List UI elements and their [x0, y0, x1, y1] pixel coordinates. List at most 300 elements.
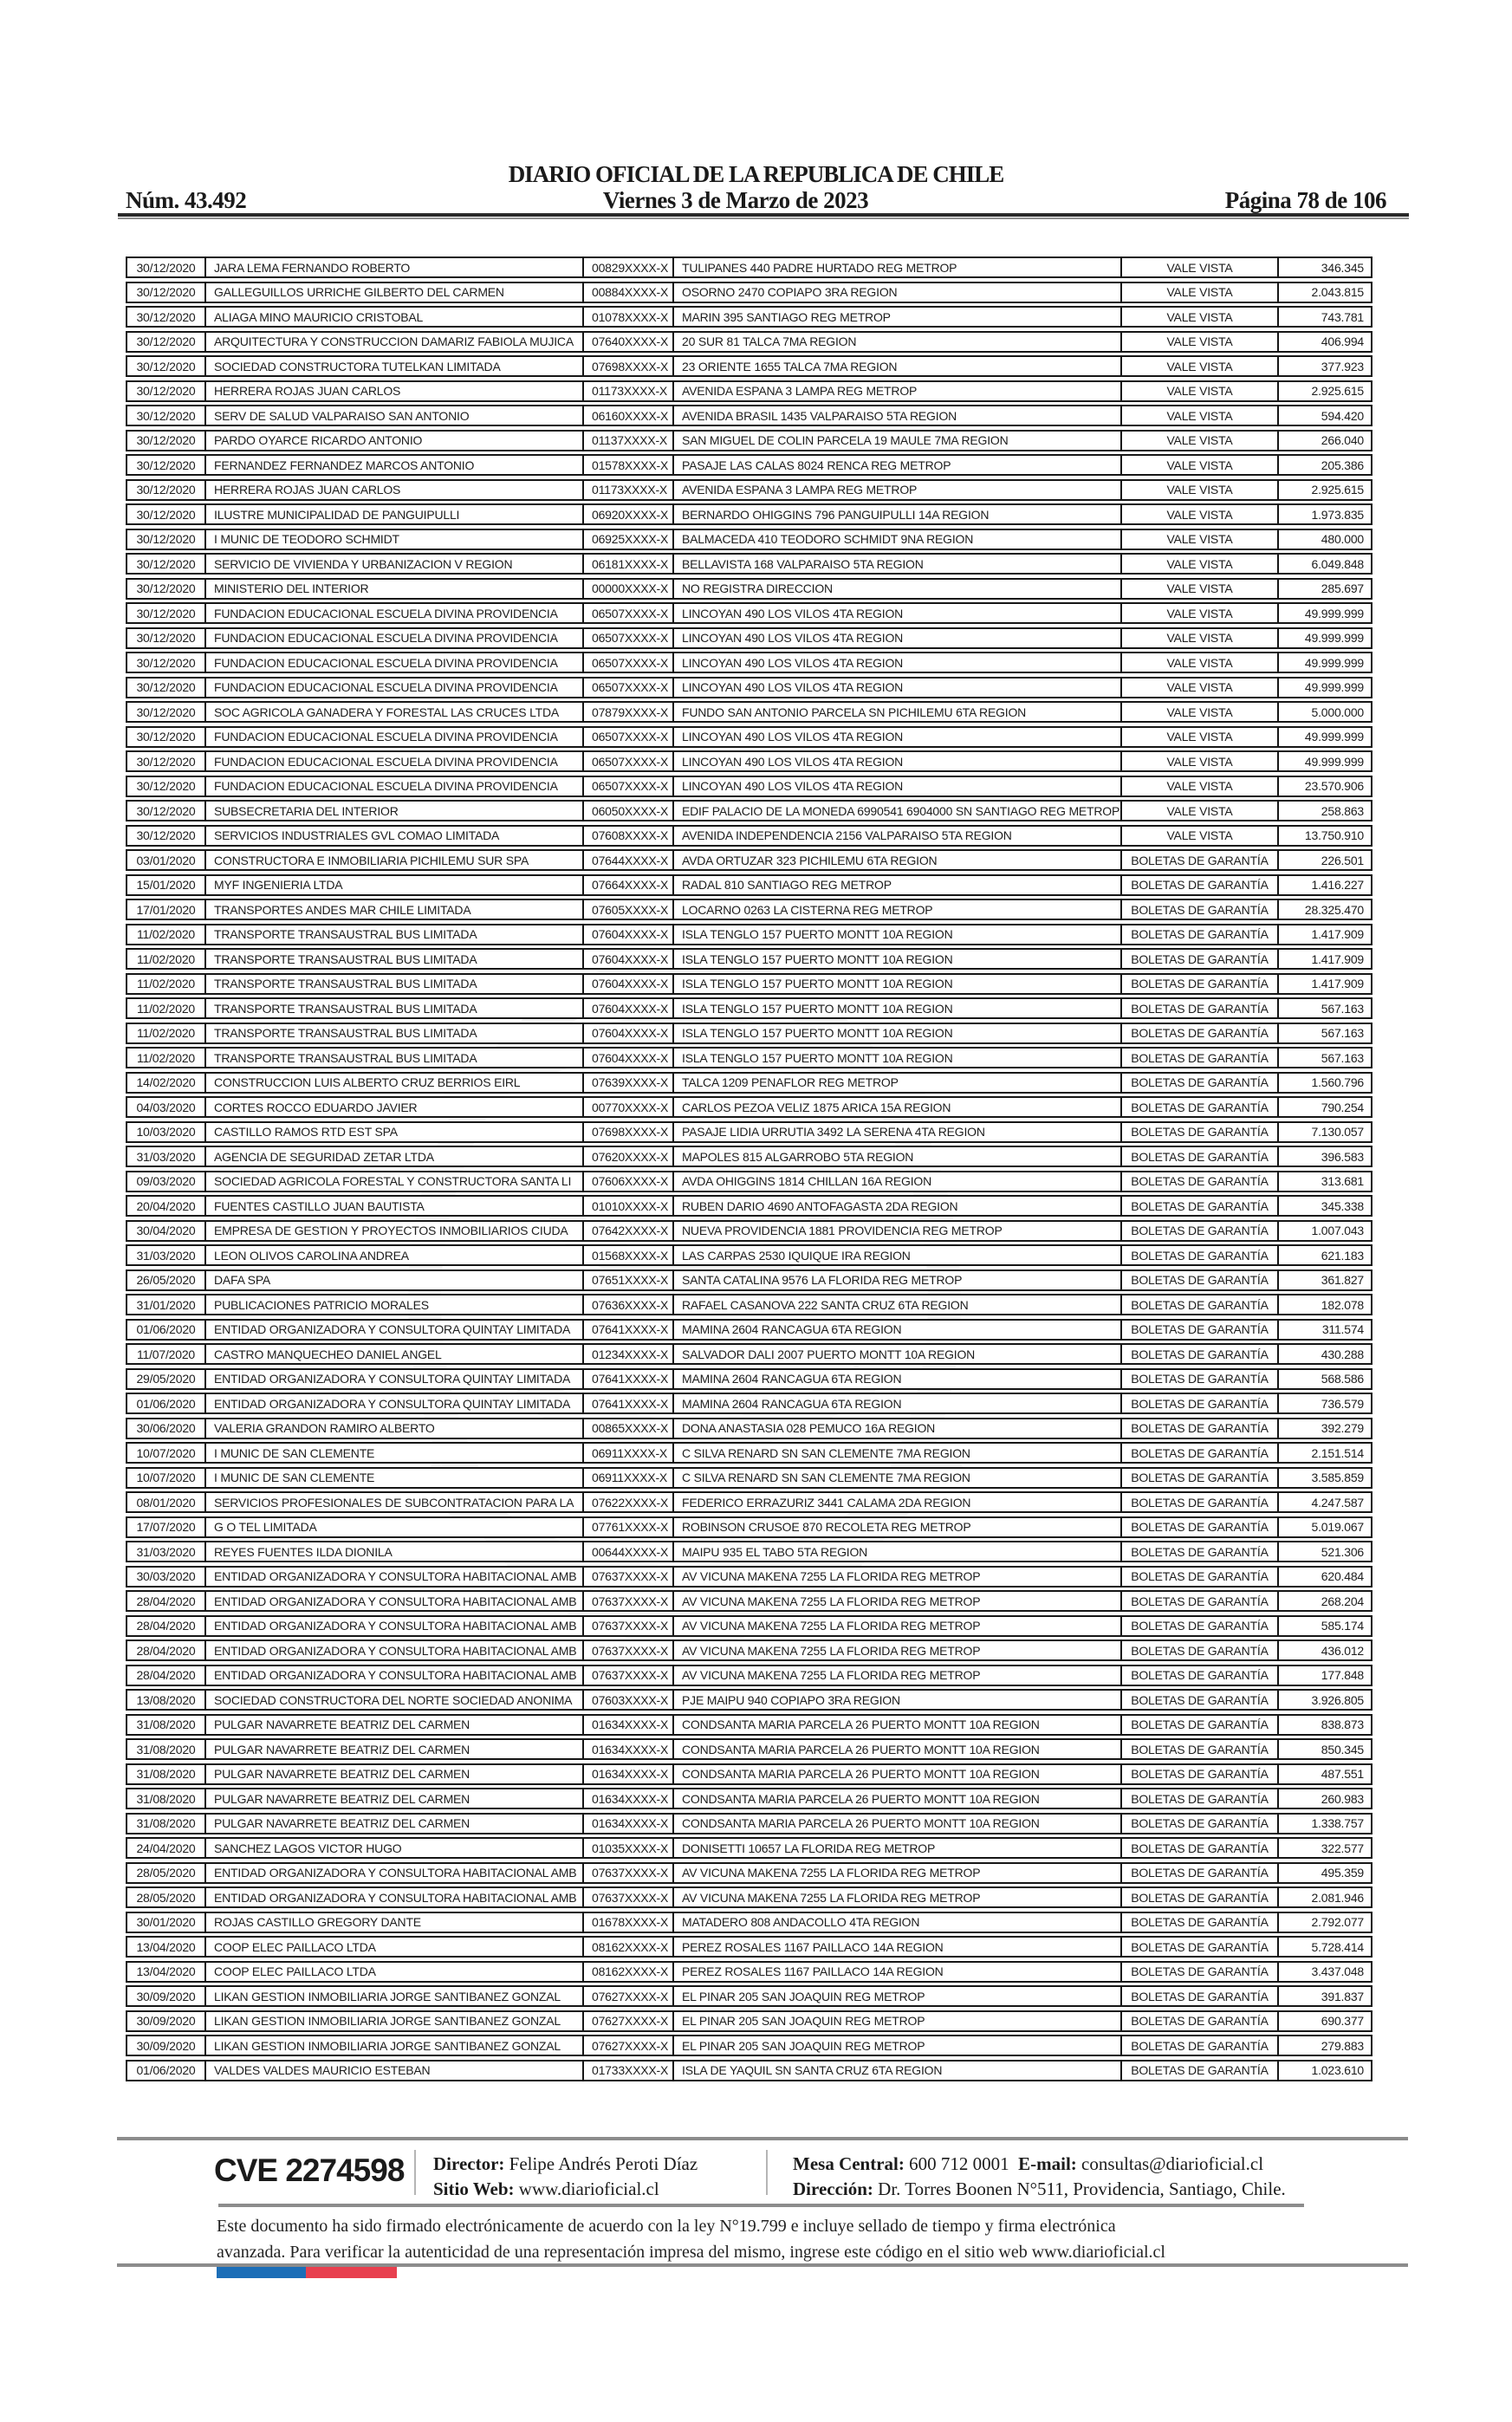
direccion-label: Dirección: — [793, 2179, 873, 2199]
legal-line-2: avanzada. Para verificar la autenticidad de una representación impresa del mismo, ingrese este código en el sitio web www.diarioficial.cl — [217, 2243, 1165, 2262]
cell-amount: 620.484 — [1321, 1569, 1364, 1583]
cell-rut: 01634XXXX-X — [584, 1789, 674, 1808]
cell-name: ENTIDAD ORGANIZADORA Y CONSULTORA HABITACIONAL AMB — [206, 1666, 584, 1685]
cell-name: PULGAR NAVARRETE BEATRIZ DEL CARMEN — [206, 1815, 584, 1833]
cell-document_type: BOLETAS DE GARANTÍA — [1122, 1592, 1279, 1610]
director-line — [433, 2152, 698, 2177]
cell-date: 31/03/2020 — [127, 1246, 206, 1264]
cell-rut: 07698XXXX-X — [584, 1123, 674, 1141]
cell-document_type: VALE VISTA — [1122, 703, 1279, 721]
cell-address: ISLA TENGLO 157 PUERTO MONTT 10A REGION — [674, 1049, 1122, 1067]
cell-name: ENTIDAD ORGANIZADORA Y CONSULTORA HABITACIONAL AMB — [206, 1592, 584, 1610]
cell-date: 30/06/2020 — [127, 1419, 206, 1438]
cell-name: FUENTES CASTILLO JUAN BAUTISTA — [206, 1197, 584, 1215]
email-value: consultas@diarioficial.cl — [1081, 2153, 1264, 2174]
cell-date: 11/02/2020 — [127, 950, 206, 968]
cell-document_type: VALE VISTA — [1122, 456, 1279, 474]
cell-rut: 07603XXXX-X — [584, 1691, 674, 1709]
cell-amount: 690.377 — [1321, 2014, 1364, 2028]
cell-date: 31/03/2020 — [127, 1542, 206, 1561]
cell-rut: 01173XXXX-X — [584, 481, 674, 499]
cell-rut: 07608XXXX-X — [584, 827, 674, 845]
table-row — [126, 1244, 1372, 1266]
cell-document_type: BOLETAS DE GARANTÍA — [1122, 1172, 1279, 1191]
cell-address: RUBEN DARIO 4690 ANTOFAGASTA 2DA REGION — [674, 1197, 1122, 1215]
cell-amount: 5.000.000 — [1311, 705, 1364, 719]
cell-name: PULGAR NAVARRETE BEATRIZ DEL CARMEN — [206, 1765, 584, 1783]
cell-address: OSORNO 2470 COPIAPO 3RA REGION — [674, 283, 1122, 302]
cell-date: 14/02/2020 — [127, 1074, 206, 1092]
table-row — [126, 1368, 1372, 1390]
cell-rut: 06507XXXX-X — [584, 679, 674, 697]
table-row — [126, 1171, 1372, 1192]
cell-date: 11/07/2020 — [127, 1345, 206, 1363]
cve-code: CVE 2274598 — [214, 2153, 405, 2188]
cell-document_type: BOLETAS DE GARANTÍA — [1122, 1963, 1279, 1981]
cell-document_type: VALE VISTA — [1122, 827, 1279, 845]
cell-address: BELLAVISTA 168 VALPARAISO 5TA REGION — [674, 555, 1122, 573]
cell-address: LINCOYAN 490 LOS VILOS 4TA REGION — [674, 728, 1122, 746]
cell-name: HERRERA ROJAS JUAN CARLOS — [206, 382, 584, 400]
cell-amount: 743.781 — [1321, 309, 1364, 324]
cell-amount: 49.999.999 — [1304, 754, 1364, 769]
cell-name: TRANSPORTE TRANSAUSTRAL BUS LIMITADA — [206, 975, 584, 993]
table-row — [126, 1788, 1372, 1809]
table-row — [126, 924, 1372, 945]
cell-date: 30/12/2020 — [127, 802, 206, 820]
table-row — [126, 1319, 1372, 1341]
cell-name: ENTIDAD ORGANIZADORA Y CONSULTORA QUINTAY LIMITADA — [206, 1370, 584, 1388]
cell-document_type: VALE VISTA — [1122, 580, 1279, 598]
cell-rut: 01137XXXX-X — [584, 432, 674, 450]
cell-amount: 49.999.999 — [1304, 655, 1364, 670]
cell-document_type: BOLETAS DE GARANTÍA — [1122, 1197, 1279, 1215]
cell-date: 01/06/2020 — [127, 1321, 206, 1339]
cell-rut: 07604XXXX-X — [584, 925, 674, 944]
cell-amount: 311.574 — [1321, 1322, 1364, 1336]
cell-rut: 06507XXXX-X — [584, 653, 674, 672]
cell-amount: 736.579 — [1321, 1396, 1364, 1411]
cell-rut: 08162XXXX-X — [584, 1938, 674, 1956]
cell-amount: 49.999.999 — [1304, 606, 1364, 620]
cell-amount: 377.923 — [1321, 359, 1364, 373]
table-row — [126, 355, 1372, 377]
cell-name: REYES FUENTES ILDA DIONILA — [206, 1542, 584, 1561]
cell-rut: 07644XXXX-X — [584, 851, 674, 869]
cell-address: C SILVA RENARD SN SAN CLEMENTE 7MA REGION — [674, 1444, 1122, 1462]
table-row — [126, 899, 1372, 920]
mesa-central-value: 600 712 0001 — [909, 2153, 1009, 2174]
cell-amount: 285.697 — [1321, 581, 1364, 595]
cell-document_type: VALE VISTA — [1122, 481, 1279, 499]
cell-amount: 3.585.859 — [1311, 1471, 1364, 1484]
cell-name: ENTIDAD ORGANIZADORA Y CONSULTORA HABITACIONAL AMB — [206, 1864, 584, 1882]
cell-date: 13/04/2020 — [127, 1938, 206, 1956]
cell-address: CONDSANTA MARIA PARCELA 26 PUERTO MONTT 10A REGION — [674, 1716, 1122, 1734]
cell-name: SERV DE SALUD VALPARAISO SAN ANTONIO — [206, 406, 584, 425]
cell-rut: 07879XXXX-X — [584, 703, 674, 721]
cell-address: AVENIDA INDEPENDENCIA 2156 VALPARAISO 5TA REGION — [674, 827, 1122, 845]
cell-rut: 06920XXXX-X — [584, 505, 674, 523]
sitio-label: Sitio Web: — [433, 2179, 515, 2199]
cell-address: AV VICUNA MAKENA 7255 LA FLORIDA REG METROP — [674, 1666, 1122, 1685]
cell-rut: 07627XXXX-X — [584, 2036, 674, 2055]
cell-date: 11/02/2020 — [127, 1049, 206, 1067]
cell-rut: 00829XXXX-X — [584, 258, 674, 276]
cell-rut: 07637XXXX-X — [584, 1888, 674, 1906]
cell-name: ENTIDAD ORGANIZADORA Y CONSULTORA QUINTAY LIMITADA — [206, 1394, 584, 1412]
cell-rut: 06911XXXX-X — [584, 1469, 674, 1487]
cell-document_type: VALE VISTA — [1122, 333, 1279, 351]
cell-amount: 790.254 — [1321, 1100, 1364, 1114]
footer-rule-top — [117, 2137, 1408, 2140]
cell-amount: 850.345 — [1321, 1742, 1364, 1756]
cell-address: PEREZ ROSALES 1167 PAILLACO 14A REGION — [674, 1963, 1122, 1981]
cell-document_type: BOLETAS DE GARANTÍA — [1122, 851, 1279, 869]
cell-amount: 1.416.227 — [1311, 878, 1364, 892]
cell-amount: 392.279 — [1321, 1421, 1364, 1435]
header-meta-row — [126, 187, 1386, 214]
table-row — [126, 1343, 1372, 1365]
cell-rut: 07637XXXX-X — [584, 1617, 674, 1635]
footer-director-block — [433, 2152, 698, 2202]
cell-amount: 13.750.910 — [1304, 828, 1364, 842]
cell-rut: 01578XXXX-X — [584, 456, 674, 474]
cell-address: ISLA TENGLO 157 PUERTO MONTT 10A REGION — [674, 925, 1122, 944]
cell-address: CONDSANTA MARIA PARCELA 26 PUERTO MONTT 10A REGION — [674, 1789, 1122, 1808]
cell-document_type: VALE VISTA — [1122, 382, 1279, 400]
cell-date: 30/12/2020 — [127, 580, 206, 598]
cell-address: FUNDO SAN ANTONIO PARCELA SN PICHILEMU 6TA REGION — [674, 703, 1122, 721]
cell-address: AVENIDA ESPANA 3 LAMPA REG METROP — [674, 382, 1122, 400]
cell-address: NUEVA PROVIDENCIA 1881 PROVIDENCIA REG METROP — [674, 1222, 1122, 1240]
cell-address: ISLA TENGLO 157 PUERTO MONTT 10A REGION — [674, 975, 1122, 993]
cell-address: BALMACEDA 410 TEODORO SCHMIDT 9NA REGION — [674, 530, 1122, 549]
cell-rut: 01634XXXX-X — [584, 1765, 674, 1783]
cell-date: 30/12/2020 — [127, 679, 206, 697]
cell-name: PULGAR NAVARRETE BEATRIZ DEL CARMEN — [206, 1740, 584, 1758]
table-row — [126, 776, 1372, 797]
cell-document_type: BOLETAS DE GARANTÍA — [1122, 1147, 1279, 1166]
cell-name: ARQUITECTURA Y CONSTRUCCION DAMARIZ FABIOLA MUJICA — [206, 333, 584, 351]
cell-name: CASTILLO RAMOS RTD EST SPA — [206, 1123, 584, 1141]
cell-rut: 01078XXXX-X — [584, 308, 674, 326]
cell-rut: 01634XXXX-X — [584, 1716, 674, 1734]
cell-document_type: BOLETAS DE GARANTÍA — [1122, 1568, 1279, 1586]
cell-address: 23 ORIENTE 1655 TALCA 7MA REGION — [674, 357, 1122, 375]
table-row — [126, 973, 1372, 995]
cell-date: 30/12/2020 — [127, 629, 206, 647]
cell-name: FUNDACION EDUCACIONAL ESCUELA DIVINA PROVIDENCIA — [206, 604, 584, 622]
cell-amount: 495.359 — [1321, 1866, 1364, 1880]
cell-date: 30/12/2020 — [127, 432, 206, 450]
cell-date: 31/08/2020 — [127, 1716, 206, 1734]
cell-amount: 2.925.615 — [1311, 483, 1364, 497]
footer-rule-middle — [218, 2204, 1304, 2207]
cell-amount: 3.437.048 — [1311, 1964, 1364, 1978]
cell-rut: 07637XXXX-X — [584, 1592, 674, 1610]
cell-amount: 567.163 — [1321, 1001, 1364, 1016]
cell-rut: 01035XXXX-X — [584, 1839, 674, 1857]
cell-name: VALDES VALDES MAURICIO ESTEBAN — [206, 2062, 584, 2080]
cell-address: ISLA TENGLO 157 PUERTO MONTT 10A REGION — [674, 1024, 1122, 1042]
cell-name: ROJAS CASTILLO GREGORY DANTE — [206, 1913, 584, 1932]
cell-rut: 07641XXXX-X — [584, 1394, 674, 1412]
cell-amount: 621.183 — [1321, 1248, 1364, 1263]
cell-date: 13/08/2020 — [127, 1691, 206, 1709]
cell-date: 11/02/2020 — [127, 999, 206, 1017]
cell-name: DAFA SPA — [206, 1271, 584, 1289]
cell-address: SALVADOR DALI 2007 PUERTO MONTT 10A REGION — [674, 1345, 1122, 1363]
cell-amount: 266.040 — [1321, 433, 1364, 447]
cell-date: 11/02/2020 — [127, 975, 206, 993]
cell-amount: 396.583 — [1321, 1149, 1364, 1164]
cell-rut: 01234XXXX-X — [584, 1345, 674, 1363]
cell-name: LIKAN GESTION INMOBILIARIA JORGE SANTIBANEZ GONZAL — [206, 2012, 584, 2030]
cell-name: AGENCIA DE SEGURIDAD ZETAR LTDA — [206, 1147, 584, 1166]
cell-date: 30/12/2020 — [127, 703, 206, 721]
table-row — [126, 997, 1372, 1019]
cell-rut: 00884XXXX-X — [584, 283, 674, 302]
cell-document_type: BOLETAS DE GARANTÍA — [1122, 1271, 1279, 1289]
cell-amount: 521.306 — [1321, 1544, 1364, 1559]
cell-address: AV VICUNA MAKENA 7255 LA FLORIDA REG METROP — [674, 1592, 1122, 1610]
cell-document_type: BOLETAS DE GARANTÍA — [1122, 1049, 1279, 1067]
cell-name: LIKAN GESTION INMOBILIARIA JORGE SANTIBANEZ GONZAL — [206, 2036, 584, 2055]
cell-document_type: BOLETAS DE GARANTÍA — [1122, 1839, 1279, 1857]
cell-date: 17/07/2020 — [127, 1518, 206, 1536]
cell-name: CONSTRUCCION LUIS ALBERTO CRUZ BERRIOS EIRL — [206, 1074, 584, 1092]
cell-rut: 07604XXXX-X — [584, 950, 674, 968]
cell-amount: 49.999.999 — [1304, 631, 1364, 645]
table-row — [126, 1936, 1372, 1958]
table-row — [126, 726, 1372, 748]
cell-date: 30/09/2020 — [127, 2036, 206, 2055]
cell-name: ILUSTRE MUNICIPALIDAD DE PANGUIPULLI — [206, 505, 584, 523]
cell-name: SUBSECRETARIA DEL INTERIOR — [206, 802, 584, 820]
cell-name: TRANSPORTE TRANSAUSTRAL BUS LIMITADA — [206, 1024, 584, 1042]
cell-name: SERVICIO DE VIVIENDA Y URBANIZACION V REGION — [206, 555, 584, 573]
cell-address: LINCOYAN 490 LOS VILOS 4TA REGION — [674, 653, 1122, 672]
cell-name: LIKAN GESTION INMOBILIARIA JORGE SANTIBANEZ GONZAL — [206, 1987, 584, 2005]
cell-document_type: BOLETAS DE GARANTÍA — [1122, 2012, 1279, 2030]
edition-date: Viernes 3 de Marzo de 2023 — [602, 187, 869, 213]
table-row — [126, 306, 1372, 328]
cell-rut: 00865XXXX-X — [584, 1419, 674, 1438]
table-row — [126, 2060, 1372, 2081]
cell-amount: 436.012 — [1321, 1643, 1364, 1658]
cell-name: GALLEGUILLOS URRICHE GILBERTO DEL CARMEN — [206, 283, 584, 302]
cell-name: SERVICIOS PROFESIONALES DE SUBCONTRATACION PARA LA — [206, 1493, 584, 1511]
cell-date: 17/01/2020 — [127, 900, 206, 919]
director-value: Felipe Andrés Peroti Díaz — [509, 2153, 698, 2174]
direccion-line — [793, 2177, 1286, 2202]
table-row — [126, 1023, 1372, 1044]
cell-address: ROBINSON CRUSOE 870 RECOLETA REG METROP — [674, 1518, 1122, 1536]
cell-document_type: BOLETAS DE GARANTÍA — [1122, 1740, 1279, 1758]
cell-date: 30/04/2020 — [127, 1222, 206, 1240]
cell-document_type: VALE VISTA — [1122, 283, 1279, 302]
cell-address: C SILVA RENARD SN SAN CLEMENTE 7MA REGION — [674, 1469, 1122, 1487]
cell-address: DONA ANASTASIA 028 PEMUCO 16A REGION — [674, 1419, 1122, 1438]
cell-date: 31/08/2020 — [127, 1765, 206, 1783]
cell-date: 28/04/2020 — [127, 1592, 206, 1610]
cell-address: AVDA OHIGGINS 1814 CHILLAN 16A REGION — [674, 1172, 1122, 1191]
cell-rut: 07639XXXX-X — [584, 1074, 674, 1092]
cell-rut: 06507XXXX-X — [584, 629, 674, 647]
cell-date: 09/03/2020 — [127, 1172, 206, 1191]
table-row — [126, 1269, 1372, 1291]
cell-name: PULGAR NAVARRETE BEATRIZ DEL CARMEN — [206, 1716, 584, 1734]
table-row — [126, 282, 1372, 303]
cell-address: PJE MAIPU 940 COPIAPO 3RA REGION — [674, 1691, 1122, 1709]
cell-amount: 568.586 — [1321, 1372, 1364, 1386]
cell-amount: 7.130.057 — [1311, 1125, 1364, 1139]
cell-rut: 07604XXXX-X — [584, 975, 674, 993]
cell-amount: 1.338.757 — [1311, 1816, 1364, 1830]
table-row — [126, 825, 1372, 847]
cell-address: TALCA 1209 PENAFLOR REG METROP — [674, 1074, 1122, 1092]
cell-document_type: BOLETAS DE GARANTÍA — [1122, 1888, 1279, 1906]
cell-date: 30/12/2020 — [127, 357, 206, 375]
cell-name: G O TEL LIMITADA — [206, 1518, 584, 1536]
cell-document_type: VALE VISTA — [1122, 505, 1279, 523]
cell-name: VALERIA GRANDON RAMIRO ALBERTO — [206, 1419, 584, 1438]
table-row — [126, 1121, 1372, 1143]
cell-rut: 06050XXXX-X — [584, 802, 674, 820]
cell-address: LAS CARPAS 2530 IQUIQUE IRA REGION — [674, 1246, 1122, 1264]
cell-date: 30/12/2020 — [127, 258, 206, 276]
table-row — [126, 1072, 1372, 1094]
cell-amount: 313.681 — [1321, 1174, 1364, 1188]
cell-rut: 07622XXXX-X — [584, 1493, 674, 1511]
table-row — [126, 800, 1372, 821]
table-row — [126, 1590, 1372, 1612]
cell-document_type: BOLETAS DE GARANTÍA — [1122, 1444, 1279, 1462]
cell-address: PASAJE LAS CALAS 8024 RENCA REG METROP — [674, 456, 1122, 474]
sitio-value: www.diarioficial.cl — [518, 2179, 659, 2199]
table-row — [126, 1442, 1372, 1464]
cell-date: 30/12/2020 — [127, 827, 206, 845]
table-row — [126, 553, 1372, 575]
table-row — [126, 380, 1372, 402]
cell-rut: 07627XXXX-X — [584, 2012, 674, 2030]
table-row — [126, 1220, 1372, 1242]
page-number: Página 78 de 106 — [1224, 187, 1386, 213]
cell-date: 11/02/2020 — [127, 925, 206, 944]
cell-document_type: BOLETAS DE GARANTÍA — [1122, 1765, 1279, 1783]
cell-address: SANTA CATALINA 9576 LA FLORIDA REG METROP — [674, 1271, 1122, 1289]
table-row — [126, 1813, 1372, 1834]
cell-address: PASAJE LIDIA URRUTIA 3492 LA SERENA 4TA REGION — [674, 1123, 1122, 1141]
cell-document_type: BOLETAS DE GARANTÍA — [1122, 900, 1279, 919]
email-label: E-mail: — [1018, 2153, 1077, 2174]
cell-date: 31/08/2020 — [127, 1789, 206, 1808]
page-title: DIARIO OFICIAL DE LA REPUBLICA DE CHILE — [508, 161, 1004, 187]
cell-document_type: BOLETAS DE GARANTÍA — [1122, 1789, 1279, 1808]
cell-address: TULIPANES 440 PADRE HURTADO REG METROP — [674, 258, 1122, 276]
cell-date: 30/09/2020 — [127, 1987, 206, 2005]
cell-name: TRANSPORTE TRANSAUSTRAL BUS LIMITADA — [206, 1049, 584, 1067]
cell-document_type: BOLETAS DE GARANTÍA — [1122, 1074, 1279, 1092]
cell-rut: 06507XXXX-X — [584, 752, 674, 770]
cell-name: MINISTERIO DEL INTERIOR — [206, 580, 584, 598]
cell-name: FUNDACION EDUCACIONAL ESCUELA DIVINA PROVIDENCIA — [206, 679, 584, 697]
cell-amount: 480.000 — [1321, 532, 1364, 546]
cell-document_type: BOLETAS DE GARANTÍA — [1122, 876, 1279, 894]
cell-address: EL PINAR 205 SAN JOAQUIN REG METROP — [674, 2036, 1122, 2055]
legal-notice — [217, 2213, 1300, 2265]
cell-date: 30/12/2020 — [127, 283, 206, 302]
table-row — [126, 2010, 1372, 2032]
director-label: Director: — [433, 2153, 505, 2174]
cell-name: I MUNIC DE SAN CLEMENTE — [206, 1444, 584, 1462]
cell-rut: 07605XXXX-X — [584, 900, 674, 919]
table-row — [126, 529, 1372, 550]
table-row — [126, 874, 1372, 896]
cell-address: EL PINAR 205 SAN JOAQUIN REG METROP — [674, 2012, 1122, 2030]
cell-name: TRANSPORTE TRANSAUSTRAL BUS LIMITADA — [206, 925, 584, 944]
cell-rut: 07637XXXX-X — [584, 1666, 674, 1685]
cell-address: AVENIDA ESPANA 3 LAMPA REG METROP — [674, 481, 1122, 499]
cell-name: JARA LEMA FERNANDO ROBERTO — [206, 258, 584, 276]
cell-amount: 23.570.906 — [1304, 779, 1364, 793]
table-row — [126, 1763, 1372, 1785]
cell-rut: 00770XXXX-X — [584, 1098, 674, 1116]
cell-date: 24/04/2020 — [127, 1839, 206, 1857]
cell-document_type: BOLETAS DE GARANTÍA — [1122, 1666, 1279, 1685]
table-row — [126, 1665, 1372, 1686]
cell-name: FUNDACION EDUCACIONAL ESCUELA DIVINA PROVIDENCIA — [206, 728, 584, 746]
cell-rut: 07698XXXX-X — [584, 357, 674, 375]
cell-amount: 322.577 — [1321, 1841, 1364, 1855]
cell-rut: 07637XXXX-X — [584, 1864, 674, 1882]
cell-date: 28/05/2020 — [127, 1864, 206, 1882]
table-row — [126, 948, 1372, 970]
cell-document_type: BOLETAS DE GARANTÍA — [1122, 1493, 1279, 1511]
cell-document_type: BOLETAS DE GARANTÍA — [1122, 1370, 1279, 1388]
cell-date: 20/04/2020 — [127, 1197, 206, 1215]
cell-address: FEDERICO ERRAZURIZ 3441 CALAMA 2DA REGION — [674, 1493, 1122, 1511]
table-row — [126, 1961, 1372, 1983]
cell-document_type: BOLETAS DE GARANTÍA — [1122, 1295, 1279, 1314]
cell-rut: 07641XXXX-X — [584, 1370, 674, 1388]
table-row — [126, 503, 1372, 525]
cell-address: MAMINA 2604 RANCAGUA 6TA REGION — [674, 1370, 1122, 1388]
cell-date: 28/05/2020 — [127, 1888, 206, 1906]
table-row — [126, 2035, 1372, 2056]
cell-amount: 594.420 — [1321, 408, 1364, 423]
cell-address: LINCOYAN 490 LOS VILOS 4TA REGION — [674, 604, 1122, 622]
cell-rut: 07637XXXX-X — [584, 1641, 674, 1659]
table-row — [126, 1047, 1372, 1068]
cell-date: 30/12/2020 — [127, 406, 206, 425]
cell-amount: 2.792.077 — [1311, 1915, 1364, 1929]
cell-date: 03/01/2020 — [127, 851, 206, 869]
cell-date: 29/05/2020 — [127, 1370, 206, 1388]
cell-amount: 345.338 — [1321, 1198, 1364, 1213]
cell-rut: 06507XXXX-X — [584, 604, 674, 622]
cell-date: 26/05/2020 — [127, 1271, 206, 1289]
cell-rut: 07604XXXX-X — [584, 1024, 674, 1042]
cell-amount: 1.417.909 — [1311, 977, 1364, 990]
cell-amount: 1.560.796 — [1311, 1075, 1364, 1089]
cell-rut: 08162XXXX-X — [584, 1963, 674, 1981]
table-row — [126, 1195, 1372, 1217]
table-row — [126, 1689, 1372, 1711]
cell-name: TRANSPORTE TRANSAUSTRAL BUS LIMITADA — [206, 999, 584, 1017]
cell-amount: 361.827 — [1321, 1273, 1364, 1287]
